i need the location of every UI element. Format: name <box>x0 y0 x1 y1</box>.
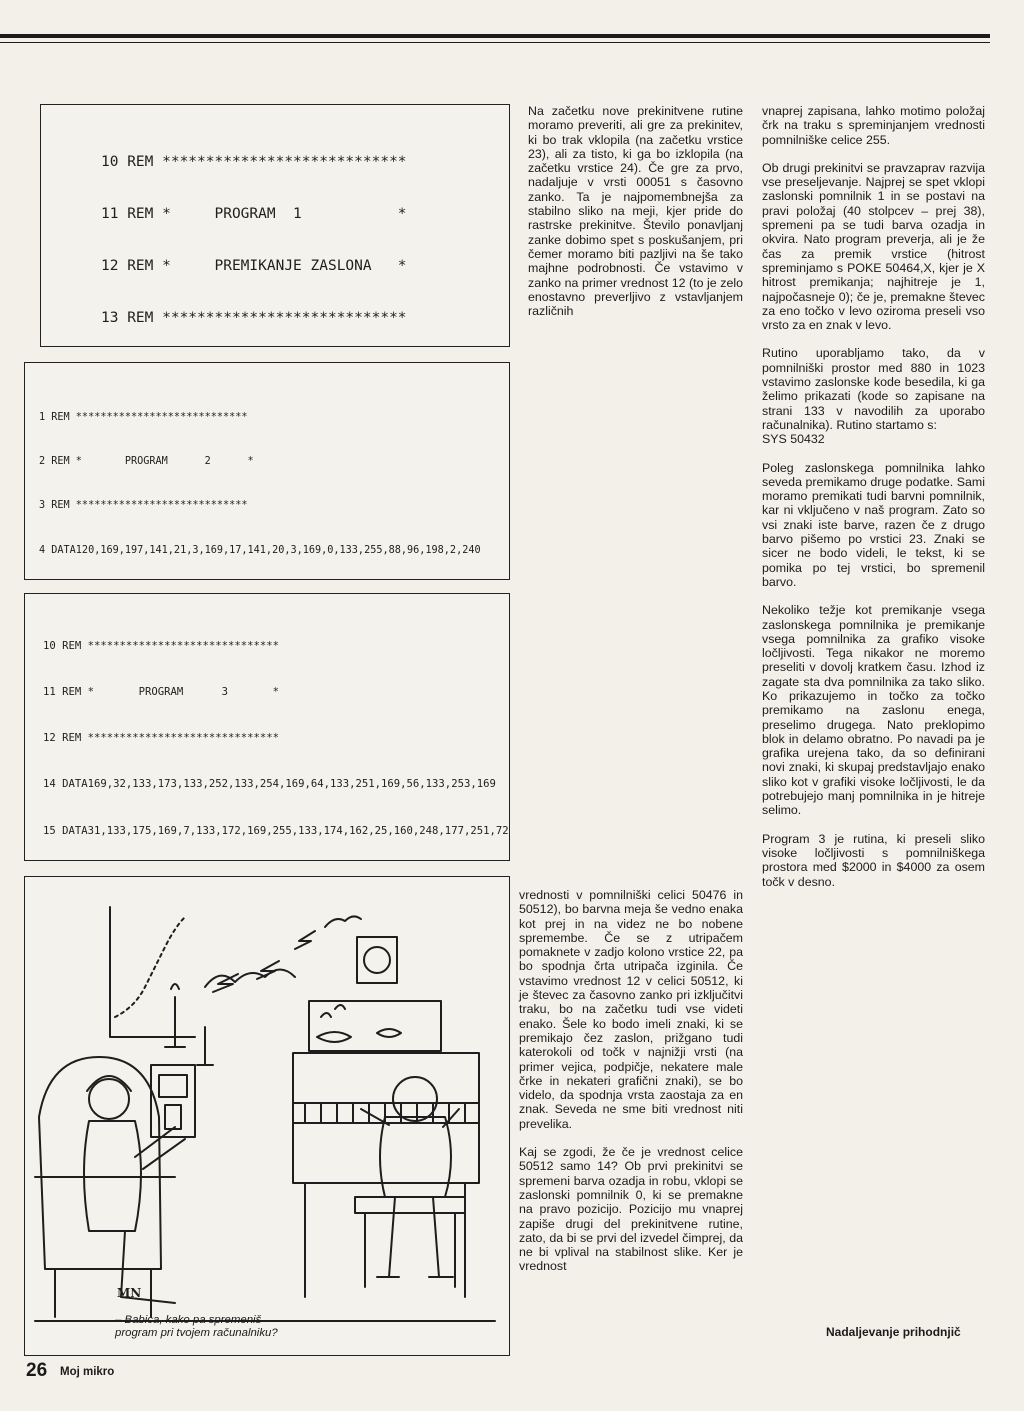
page-number: 26 <box>26 1360 48 1381</box>
code-line: 12 REM ****************************** <box>43 732 279 745</box>
paragraph: vrednosti v pomnilniški celici 50476 in 50512), bo barvna meja še vedno enaka kot prej in na videz ne bo nobene spremembe. Če se z utripačem pomaknete v zadjo kolono vrstice 22, pa bo spodnja črta utripača izginila. Če vstavimo vrednost 12 v celici 50512, ki je števec za časovno zanko pri izključitvi traku, bo na začetku tudi vse videti enako. Šele ko bodo imeli znaki, ki se premikajo čez zaslon, prižgano tudi katerokoli od točk v najnižji vrsti (na primer vejica, podpičje, nekatere male črke in nekateri grafični znaki), se bo videlo, da spodnja vrsta zaostaja za en znak. Seveda ne sme biti vrednost niti prevelika. <box>519 888 743 1131</box>
cartoon-illustration <box>24 876 510 1356</box>
code-line: 2 REM * PROGRAM 2 * <box>39 455 254 467</box>
artist-signature: MN <box>117 1286 142 1300</box>
code-line: 4 DATA120,169,197,141,21,3,169,17,141,20,3,169,0,133,255,88,96,198,2,240 <box>39 544 481 556</box>
article-column-3 <box>762 104 985 903</box>
code-line: 10 REM ****************************** <box>43 639 279 652</box>
paragraph: Rutino uporabljamo tako, da v pomnilniški prostor med 880 in 1023 vstavimo zaslonske kode besedila, ki ga želimo prikazati (kode so zapisane na strani 133 v navodilih za uporabo računalnika). Rutino startamo s: SYS 50432 <box>762 346 985 447</box>
cartoon-drawing <box>25 877 511 1357</box>
paragraph: Na začetku nove prekinitvene rutine moramo preveriti, ali gre za prekinitev, ki bo trak vklopila (na začetku vrstice 23), ali za tisto, ki ga bo izklopila (na začetku vrstice 24). Če gre za prvo, nadaljuje v vrsti 00051 s časovno zanko. Ta je najpomembnejša za stabilno sliko na meji, kjer pride do rastrske prekinitve. Število ponavljanj zanke dobimo spet s poskušanjem, pri čemer moramo biti pazljivi na še tako majhne podrobnosti. Če vstavimo v zanko na primer vrednost 12 (to je zelo enostavno preverljivo z vstavljanjem različnih <box>528 104 743 319</box>
top-rule-thin <box>0 42 990 43</box>
code-line: 11 REM * PROGRAM 1 * <box>101 206 407 223</box>
program-1-listing <box>40 104 510 347</box>
code-line: 10 REM **************************** <box>101 153 407 170</box>
paragraph: Kaj se zgodi, že če je vrednost celice 50512 samo 14? Ob prvi prekinitvi se spremeni barva ozadja in robu, vklopi se zaslonski pomnilnik 0, ki se premakne na pravo pozicijo. Pozicijo mu vnaprej zapiše drugi del prekinitvene rutine, zato, da bi se prvi del izvedel čimprej, da ne bi vplival na stabilnost slike. Ker je vrednost <box>519 1145 743 1274</box>
paragraph: vnaprej zapisana, lahko motimo položaj črk na traku s spreminjanjem vrednosti pomnilniške celice 255. <box>762 104 985 147</box>
cartoon-caption: – Babica, kako pa spremeniš program pri tvojem računalniku? <box>115 1314 278 1340</box>
continued-note: Nadaljevanje prihodnjič <box>826 1325 961 1339</box>
program-3-listing <box>24 593 510 861</box>
magazine-name: Moj mikro <box>60 1366 115 1378</box>
paragraph: Poleg zaslonskega pomnilnika lahko seveda premikamo druge podatke. Sami moramo premikati tudi barvni pomnilnik, kar ni vključeno v naš program. Zato so vsi znaki iste barve, razen če z drugo barvo pišemo po vrstici 23. Znaki se sicer ne bodo videli, le tekst, ki se pomika po tej vrstici, bo spremenil barvo. <box>762 460 985 589</box>
article-column-2-bottom <box>519 888 743 1288</box>
code-line: 12 REM * PREMIKANJE ZASLONA * <box>101 258 407 275</box>
paragraph: Ob drugi prekinitvi se pravzaprav razvija vse preseljevanje. Najprej se spet vklopi zaslonski pomnilnik 1 in se postavi na pravi položaj (40 stolpcev – prej 38), spremeni pa se tudi barva ozadja in okvira. Nato program preverja, ali je že čas za premik vrstice (hitrost spreminjamo s POKE 50464,X, kjer je X hitrost premikanja; najhitreje je 1, najpočasneje 0); če je, premakne števec za eno točko v levo oziroma preseli vso vrsto za en znak v levo. <box>762 160 985 333</box>
top-rule <box>0 34 990 38</box>
program-2-listing <box>24 362 510 580</box>
paragraph: Program 3 je rutina, ki preseli sliko visoke ločljivosti s pomnilniškega prostora med $2000 in $4000 za osem točk v desno. <box>762 831 985 889</box>
code-line: 11 REM * PROGRAM 3 * <box>43 686 279 699</box>
code-line: 15 DATA31,133,175,169,7,133,172,169,255,133,174,162,25,160,248,177,251,72 <box>43 824 509 837</box>
code-line: 3 REM **************************** <box>39 500 248 512</box>
code-line: 14 DATA169,32,133,173,133,252,133,254,169,64,133,251,169,56,133,253,169 <box>43 778 496 791</box>
code-line: 1 REM **************************** <box>39 411 248 423</box>
article-column-2-top <box>528 104 743 332</box>
code-line: 13 REM **************************** <box>101 310 407 327</box>
paragraph: Nekoliko težje kot premikanje vsega zaslonskega pomnilnika je premikanje vsega pomnilnika za grafiko visoke ločljivosti. Tega nikakor ne moremo preseliti v dovolj kratkem času. Izhod iz zagate sta dva pomnilnika za tako sliko. Ko prikazujemo in točko za točko premikamo na zaslonu enega, preselimo drugega. Nato preklopimo blok in delamo obratno. Po navadi pa je grafika urejena tako, da so definirani novi znaki, ki skupaj predstavljajo enako sliko kot v grafiki visoke ločljivosti, le da potrebujejo manj pomnilnika in je hitreje selimo. <box>762 603 985 818</box>
